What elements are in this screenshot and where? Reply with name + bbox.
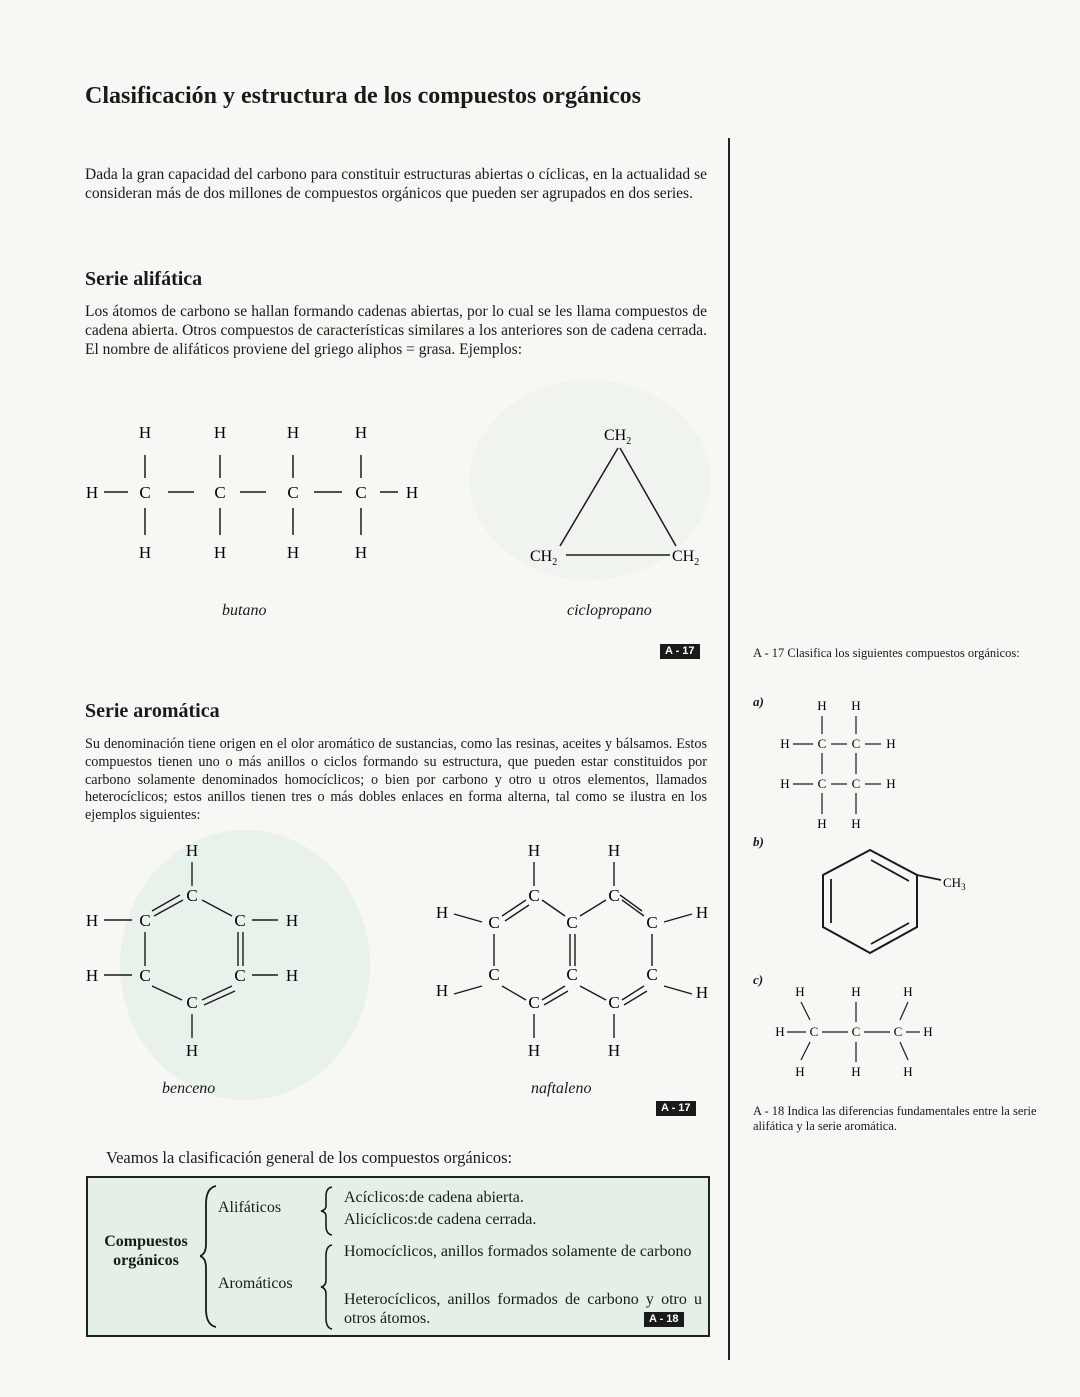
brace-aromatic: [320, 1244, 336, 1330]
atom-h: H: [817, 816, 827, 831]
atom-c: C: [139, 911, 151, 930]
atom-h: H: [435, 981, 449, 1000]
atom-c: C: [234, 911, 246, 930]
atom-h: H: [695, 903, 709, 922]
atom-h: H: [607, 841, 621, 860]
atom-c: C: [817, 776, 827, 791]
cyclopropane-label: ciclopropano: [567, 602, 652, 619]
atom-h: H: [903, 984, 913, 999]
class-heterocyclic: Heterocíclicos, anillos formados de carbono y otro u otros átomos.: [344, 1291, 702, 1327]
atom-h: H: [780, 736, 790, 751]
benzene-label: benceno: [162, 1080, 216, 1097]
atom-h: H: [285, 966, 299, 985]
option-a-label: a): [753, 694, 764, 709]
naphthalene-structure: [430, 838, 715, 1063]
atom-c: C: [186, 993, 198, 1012]
atom-h: H: [405, 483, 419, 502]
atom-h: H: [851, 984, 861, 999]
atom-h: H: [607, 1041, 621, 1060]
atom-h: H: [435, 903, 449, 922]
atom-c: C: [893, 1024, 903, 1039]
atom-c: C: [851, 776, 861, 791]
benzene-structure: [80, 838, 320, 1063]
atom-h: H: [85, 911, 99, 930]
class-homocyclic: Homocíclicos, anillos formados solamente de carbono: [344, 1243, 692, 1260]
activity-badge: A - 17: [656, 1101, 696, 1116]
toluene-structure: [815, 845, 995, 970]
activity-a18: A - 18 Indica las diferencias fundamentales entre la serie alifática y la serie aromática.: [753, 1104, 1037, 1133]
butane-structure: [80, 418, 440, 568]
atom-c: C: [809, 1024, 819, 1039]
atom-h: H: [286, 423, 300, 442]
aliphatic-heading: Serie alifática: [85, 268, 203, 290]
svg-text:CH2: $CH_2$: [604, 427, 632, 447]
atom-h: H: [213, 543, 227, 562]
option-b-label: b): [753, 834, 764, 849]
atom-h: H: [851, 816, 861, 831]
atom-c: C: [817, 736, 827, 751]
page-title: Clasificación y estructura de los compuestos orgánicos: [85, 83, 641, 109]
cyclobutane-structure: [775, 696, 905, 836]
classification-lead: Veamos la clasificación general de los compuestos orgánicos:: [106, 1148, 513, 1167]
propane-structure: [770, 982, 940, 1082]
atom-c: C: [528, 886, 540, 905]
cyclopropane-structure: [520, 418, 720, 578]
atom-h: H: [185, 1041, 199, 1060]
atom-h: H: [527, 841, 541, 860]
atom-c: C: [566, 913, 578, 932]
atom-h: H: [527, 1041, 541, 1060]
atom-h: H: [354, 543, 368, 562]
atom-h: H: [286, 543, 300, 562]
atom-h: H: [695, 983, 709, 1002]
atom-c: C: [488, 965, 500, 984]
atom-c: C: [566, 965, 578, 984]
atom-h: H: [851, 1064, 861, 1079]
classification-table: [86, 1176, 710, 1337]
svg-text:CH2: $CH_2$: [672, 548, 700, 568]
activity-a17: A - 17 Clasifica los siguientes compuestos orgánicos:: [753, 646, 1020, 660]
atom-h: H: [213, 423, 227, 442]
class-acyclic: Acíclicos:de cadena abierta.: [344, 1189, 524, 1206]
atom-h: H: [138, 423, 152, 442]
atom-c: C: [139, 483, 151, 502]
atom-h: H: [138, 543, 152, 562]
atom-c: C: [488, 913, 500, 932]
atom-c: C: [646, 965, 658, 984]
svg-text:CH2: $CH_2$: [530, 548, 558, 568]
atom-h: H: [795, 1064, 805, 1079]
atom-h: H: [85, 966, 99, 985]
atom-c: C: [608, 993, 620, 1012]
atom-h: H: [817, 698, 827, 713]
intro-paragraph: Dada la gran capacidad del carbono para constituir estructuras abiertas o cíclicas, en la actualidad se consideran más de dos millones de compuestos orgánicos que pueden ser agrupados en dos series.: [85, 166, 707, 202]
atom-c: C: [287, 483, 299, 502]
butane-label: butano: [222, 602, 267, 619]
atom-c: C: [186, 886, 198, 905]
brace-root: [200, 1184, 220, 1329]
aromatic-text: Su denominación tiene origen en el olor aromático de sustancias, como las resinas, aceites y bálsamos. Estos compuestos tienen uno o más anillos o ciclos formando su estructura, que pueden estar constituidos por carbono solamente denominados homocíclicos; o bien por carbono y otro u otros elementos, llamados heterocíclicos; estos anillos tienen tres o más dobles enlaces en forma alterna, tal como se ilustra en los ejemplos siguientes:: [85, 736, 707, 824]
atom-c: C: [851, 736, 861, 751]
class-aliphatic: Alifáticos: [218, 1199, 282, 1216]
aliphatic-paragraph: [85, 302, 707, 359]
atom-h: H: [903, 1064, 913, 1079]
atom-h: H: [780, 776, 790, 791]
column-divider: [728, 138, 730, 1360]
atom-c: C: [646, 913, 658, 932]
atom-c: C: [528, 993, 540, 1012]
atom-h: H: [354, 423, 368, 442]
atom-h: H: [851, 698, 861, 713]
option-c-label: c): [753, 972, 764, 987]
class-alicyclic: Alicíclicos:de cadena cerrada.: [344, 1211, 537, 1228]
atom-c: C: [139, 966, 151, 985]
class-aromatic: Aromáticos: [218, 1275, 293, 1292]
atom-c: C: [608, 886, 620, 905]
atom-c: C: [355, 483, 367, 502]
atom-h: H: [185, 841, 199, 860]
atom-h: H: [775, 1024, 785, 1039]
atom-c: C: [234, 966, 246, 985]
atom-h: H: [886, 736, 896, 751]
svg-text:CH3: $CH_3$: [943, 875, 966, 892]
atom-h: H: [795, 984, 805, 999]
atom-c: C: [214, 483, 226, 502]
atom-h: H: [285, 911, 299, 930]
aromatic-heading: Serie aromática: [85, 700, 220, 722]
brace-aliphatic: [320, 1186, 336, 1236]
atom-h: H: [923, 1024, 933, 1039]
atom-h: H: [85, 483, 99, 502]
aliphatic-text: Los átomos de carbono se hallan formando cadenas abiertas, por lo cual se les llama compuestos de cadena abierta. Otros compuestos de características similares a los anteriores son de cadena cerrada. El nombre de alifáticos proviene del griego aliphos = grasa. Ejemplos:: [85, 303, 707, 358]
aromatic-paragraph: [85, 736, 707, 825]
classification-root: Compuestos orgánicos: [104, 1233, 188, 1269]
naphthalene-label: naftaleno: [531, 1080, 592, 1097]
activity-badge: A - 17: [660, 644, 700, 659]
atom-h: H: [886, 776, 896, 791]
atom-c: C: [851, 1024, 861, 1039]
activity-badge: A - 18: [644, 1312, 684, 1327]
